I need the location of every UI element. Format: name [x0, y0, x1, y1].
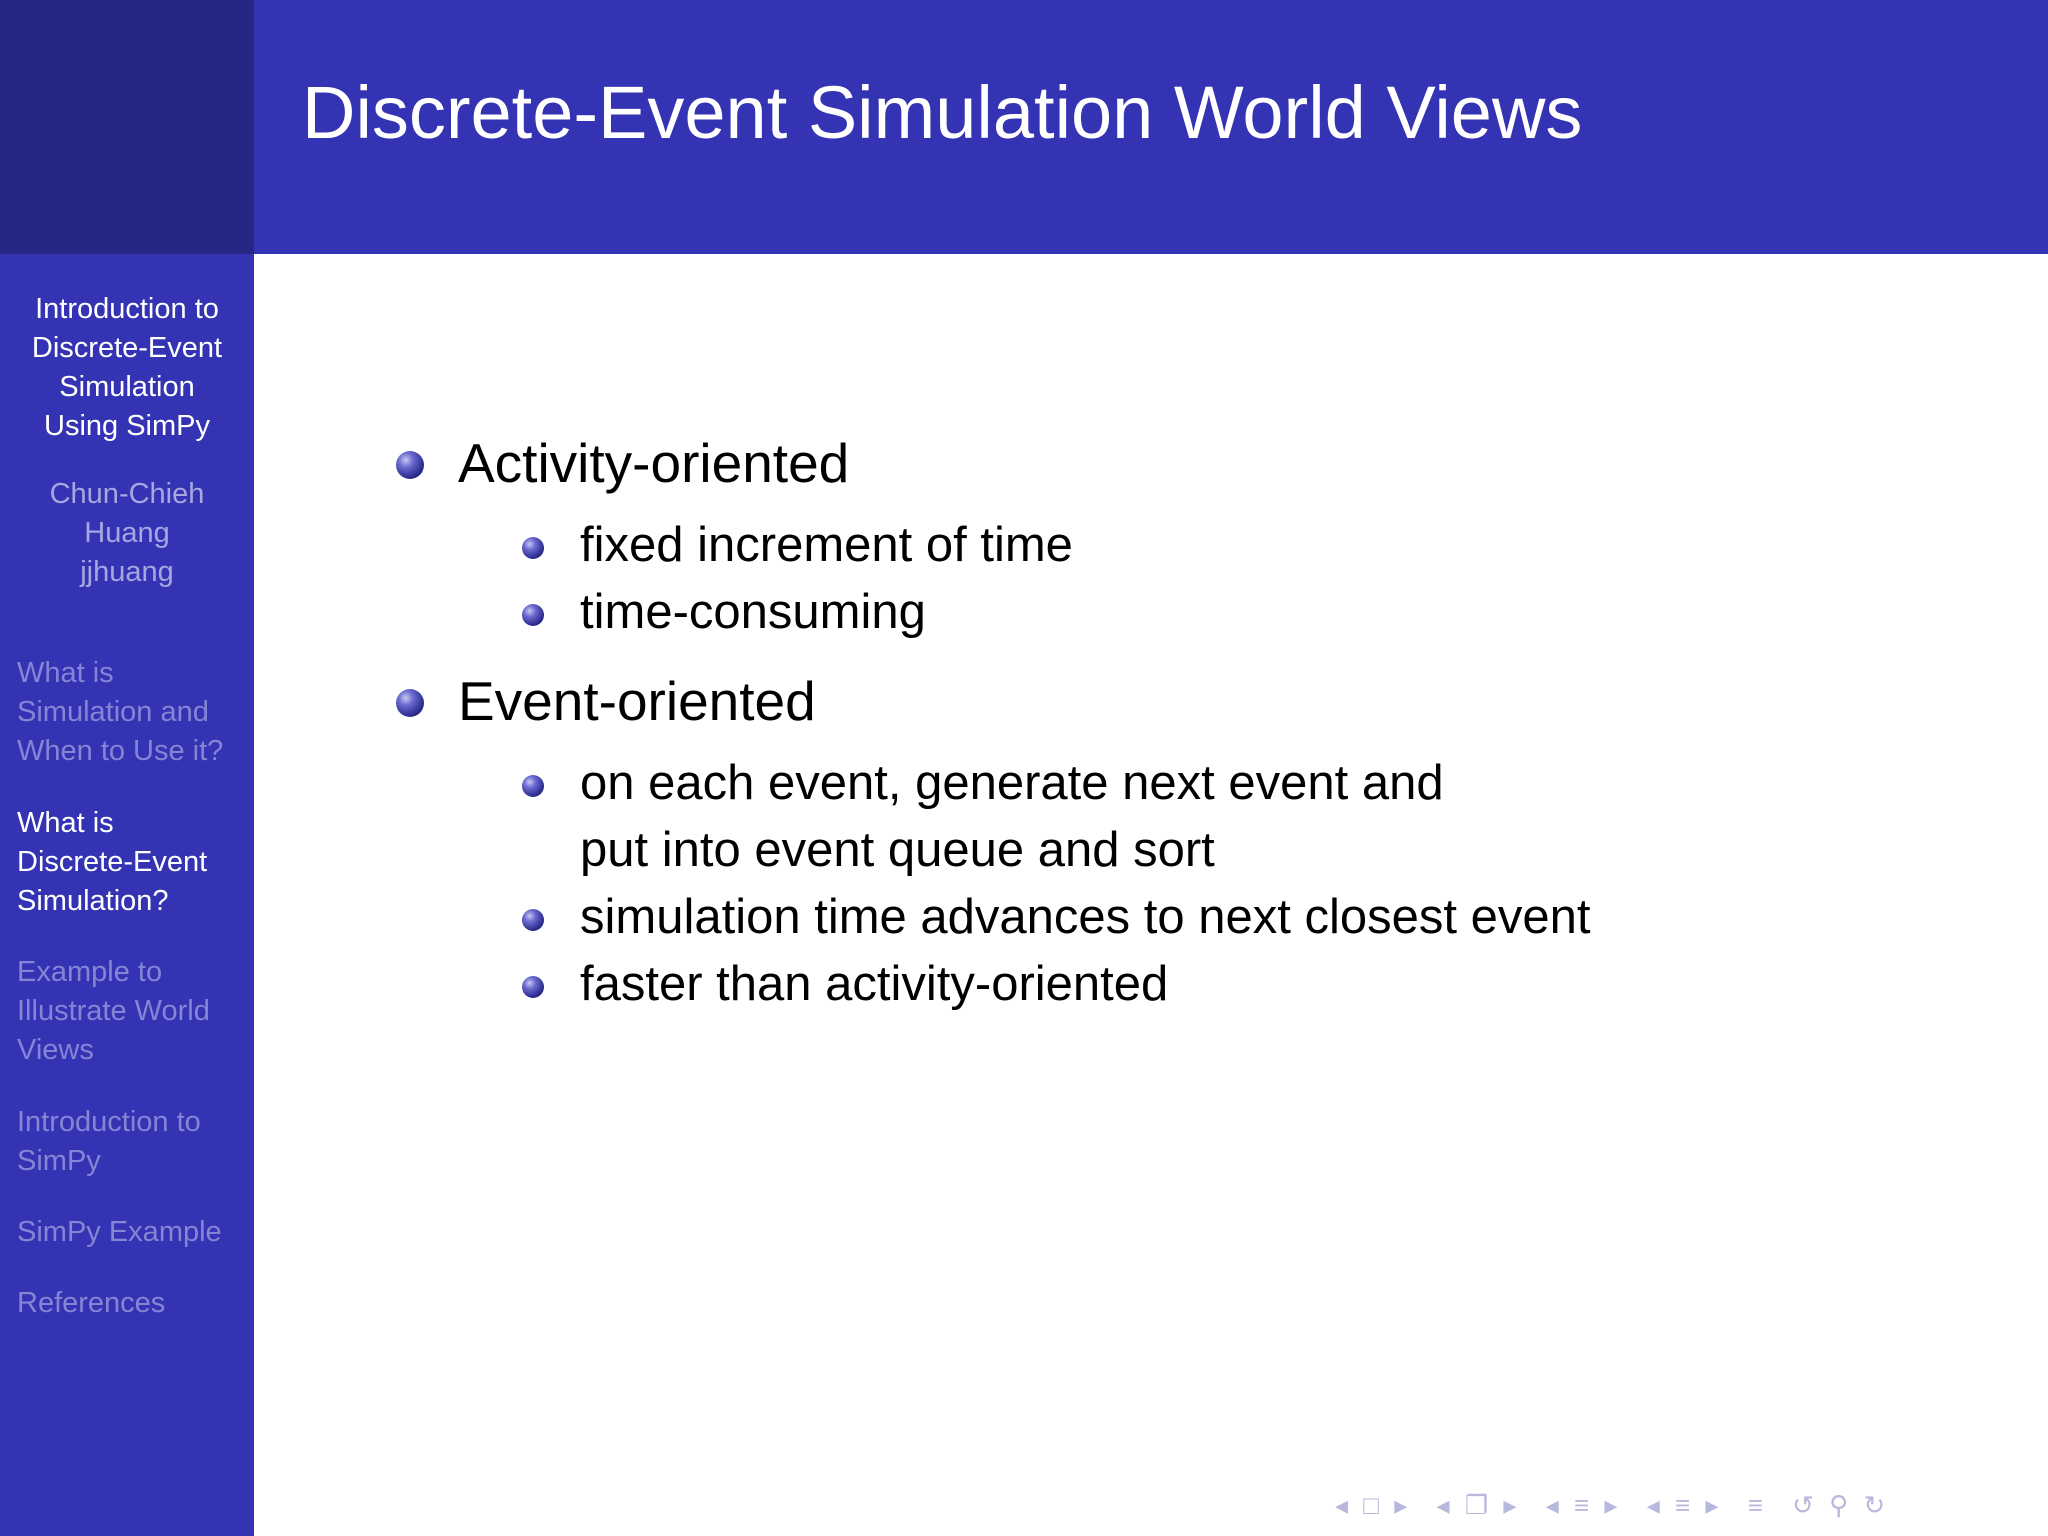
back-icon[interactable]: ↺ [1792, 1490, 1814, 1520]
bullet-ball-icon [396, 451, 424, 479]
sub-bullet-text: on each event, generate next event and [580, 756, 1444, 810]
bullet-ball-icon [522, 976, 544, 998]
slide-content [390, 430, 1990, 1040]
sub-bullet-list [390, 512, 1990, 646]
author-line: Huang [84, 517, 170, 549]
bullet-ball-icon [522, 604, 544, 626]
section-line: SimPy Example [17, 1216, 222, 1248]
sub-bullet-item [390, 884, 1990, 951]
section-line: What is [17, 657, 114, 689]
section-line: Example to [17, 956, 163, 988]
arrow-right-icon[interactable]: ▸ [1394, 1490, 1408, 1520]
deck-title-line: Discrete-Event [31, 332, 223, 364]
author-line: jjhuang [80, 556, 174, 588]
arrow-left-icon[interactable]: ◂ [1436, 1490, 1450, 1520]
sidebar-section-example-world-views[interactable] [17, 953, 247, 1070]
bullet-ball-icon [396, 689, 424, 717]
arrow-right-icon[interactable]: ▸ [1705, 1490, 1719, 1520]
slide-header [254, 0, 2048, 254]
arrow-left-icon[interactable]: ◂ [1545, 1490, 1559, 1520]
sub-bullet-item [390, 951, 1990, 1018]
deck-title-line: Simulation [59, 371, 195, 403]
sub-bullet-text: fixed increment of time [580, 518, 1073, 572]
search-icon[interactable]: ⚲ [1829, 1490, 1849, 1520]
arrow-right-icon[interactable]: ▸ [1604, 1490, 1618, 1520]
section-line: What is [17, 807, 114, 839]
sub-bullet-text: faster than activity-oriented [580, 957, 1169, 1011]
sub-bullet-text: time-consuming [580, 585, 926, 639]
section-line: Views [17, 1034, 94, 1066]
bullet-text: Activity-oriented [458, 432, 850, 494]
appendix-icon[interactable]: ≡ [1747, 1490, 1763, 1520]
section-line: Simulation and [17, 696, 209, 728]
bullet-ball-icon [522, 909, 544, 931]
sub-bullet-text: put into event queue and sort [580, 823, 1215, 877]
arrow-left-icon[interactable]: ◂ [1646, 1490, 1660, 1520]
beamer-navigation-bar [1335, 1488, 2035, 1522]
deck-title[interactable] [0, 290, 254, 446]
sidebar-section-references[interactable] [17, 1284, 247, 1323]
section-line: Illustrate World [17, 995, 210, 1027]
document-icon[interactable]: ≡ [1674, 1490, 1691, 1520]
section-line: When to Use it? [17, 735, 224, 767]
bullet-text: Event-oriented [458, 670, 816, 732]
deck-title-line: Using SimPy [44, 410, 210, 442]
sidebar [0, 0, 254, 1536]
sidebar-section-what-is-simulation[interactable] [17, 654, 247, 771]
section-line: References [17, 1287, 166, 1319]
sub-bullet-item [390, 579, 1990, 646]
arrow-left-icon[interactable]: ◂ [1335, 1490, 1349, 1520]
forward-icon[interactable]: ↻ [1863, 1490, 1886, 1520]
frame-icon[interactable]: □ [1363, 1490, 1380, 1520]
sub-bullet-text: simulation time advances to next closest event [580, 890, 1591, 944]
section-line: Introduction to [17, 1106, 201, 1138]
sub-bullet-item [390, 750, 1990, 884]
slide-title: Discrete-Event Simulation World Views [302, 71, 1583, 154]
sub-bullet-list [390, 750, 1990, 1018]
section-icon[interactable]: ≡ [1573, 1490, 1590, 1520]
subsection-icon[interactable]: ❐ [1464, 1490, 1489, 1520]
sub-bullet-item [390, 512, 1990, 579]
sidebar-logo-area [0, 0, 254, 254]
arrow-right-icon[interactable]: ▸ [1503, 1490, 1517, 1520]
deck-author[interactable] [0, 475, 254, 592]
section-line: Discrete-Event [17, 846, 208, 878]
author-line: Chun-Chieh [49, 478, 205, 510]
bullet-ball-icon [522, 775, 544, 797]
sidebar-section-intro-simpy[interactable] [17, 1103, 247, 1181]
sidebar-section-what-is-des[interactable] [17, 804, 247, 921]
section-line: Simulation? [17, 885, 169, 917]
section-line: SimPy [17, 1145, 101, 1177]
sidebar-section-simpy-example[interactable] [17, 1213, 247, 1252]
deck-title-line: Introduction to [35, 293, 219, 325]
bullet-ball-icon [522, 537, 544, 559]
bullet-item [390, 430, 1990, 496]
bullet-item [390, 668, 1990, 734]
